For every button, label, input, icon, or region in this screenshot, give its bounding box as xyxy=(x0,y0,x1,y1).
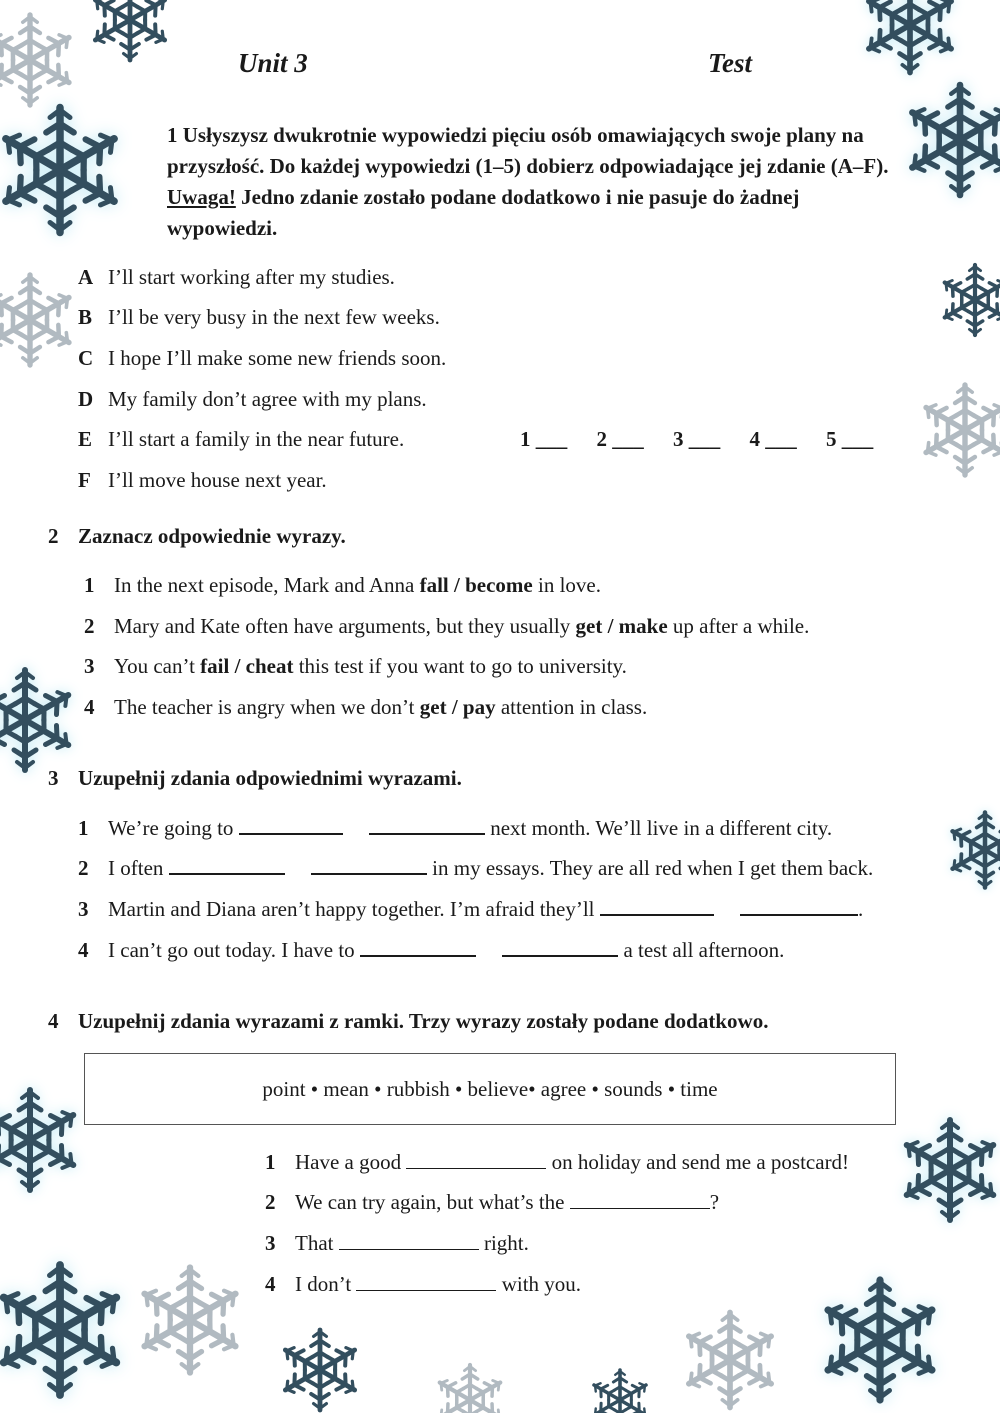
item-text: ? xyxy=(709,1190,720,1214)
item-text: on holiday and send me a postcard! xyxy=(551,1150,850,1174)
task-title: Zaznacz odpowiednie wyrazy. xyxy=(78,524,346,548)
option-text: I’ll start working after my studies. xyxy=(108,265,395,289)
item-text: The teacher is angry when we don’t xyxy=(114,695,420,719)
item-text: . xyxy=(858,897,864,921)
word-box-text: point • mean • rubbish • believe• agree • sounds • time xyxy=(262,1076,718,1101)
task2-heading xyxy=(48,524,346,549)
task4-item-3 xyxy=(265,1231,529,1256)
blank-field[interactable] xyxy=(239,815,343,835)
test-title: Test xyxy=(708,48,753,78)
task3-item-2 xyxy=(78,855,873,881)
item-number: 4 xyxy=(84,695,95,719)
item-text: You can’t xyxy=(114,654,201,678)
task4-item-2 xyxy=(265,1190,719,1215)
item-number: 1 xyxy=(265,1150,276,1174)
item-text: Have a good xyxy=(295,1150,402,1174)
option-letter: D xyxy=(78,387,94,411)
task2-item-2 xyxy=(84,614,809,639)
item-text: a test all afternoon. xyxy=(623,938,785,962)
option-letter: F xyxy=(78,468,91,492)
task2-item-4 xyxy=(84,695,647,720)
blank-field[interactable] xyxy=(169,855,285,875)
item-number: 4 xyxy=(78,938,89,962)
task1-instructions xyxy=(167,120,907,244)
item-number: 2 xyxy=(84,614,95,638)
item-text: That xyxy=(295,1231,334,1255)
blank-field[interactable] xyxy=(369,815,485,835)
blank-field[interactable] xyxy=(570,1190,710,1209)
answer-slot-4[interactable]: 4 ___ xyxy=(749,427,797,451)
item-text: in my essays. They are all red when I get them back. xyxy=(432,856,874,880)
item-text: In the next episode, Mark and Anna xyxy=(114,573,420,597)
task1-option-c xyxy=(78,346,446,371)
option-letter: A xyxy=(78,265,94,289)
item-number: 3 xyxy=(265,1231,276,1255)
task1-option-d xyxy=(78,387,427,412)
item-number: 3 xyxy=(84,654,95,678)
item-number: 2 xyxy=(78,856,89,880)
word-box xyxy=(84,1053,896,1125)
task-number: 4 xyxy=(48,1009,59,1033)
item-number: 2 xyxy=(265,1190,276,1214)
task2-item-3 xyxy=(84,654,627,679)
item-text: attention in class. xyxy=(495,695,648,719)
blank-field[interactable] xyxy=(502,937,618,957)
task1-option-e xyxy=(78,427,404,452)
task4-item-1 xyxy=(265,1150,849,1175)
option-text: I’ll start a family in the near future. xyxy=(108,427,405,451)
blank-field[interactable] xyxy=(311,855,427,875)
task1-instruction-part2: Jedno zdanie zostało podane dodatkowo i nie pasuje do żadnej wypowiedzi. xyxy=(167,185,800,240)
task1-warning: Uwaga! xyxy=(167,185,236,209)
blank-field[interactable] xyxy=(406,1150,546,1169)
option-text: My family don’t agree with my plans. xyxy=(108,387,427,411)
word-choice[interactable]: fall / become xyxy=(419,573,533,597)
item-text: with you. xyxy=(501,1272,582,1296)
item-text: this test if you want to go to university. xyxy=(293,654,627,678)
task1-option-b xyxy=(78,305,440,330)
answer-slot-3[interactable]: 3 ___ xyxy=(673,427,721,451)
task4-heading xyxy=(48,1009,768,1034)
item-text: We’re going to xyxy=(108,816,234,840)
item-number: 1 xyxy=(78,816,89,840)
task2-item-1 xyxy=(84,573,601,598)
option-text: I’ll move house next year. xyxy=(108,468,327,492)
task-number: 2 xyxy=(48,524,59,548)
answer-slot-2[interactable]: 2 ___ xyxy=(596,427,644,451)
task3-item-4 xyxy=(78,937,784,963)
word-choice[interactable]: get / pay xyxy=(419,695,496,719)
word-choice[interactable]: get / make xyxy=(575,614,668,638)
task1-option-f xyxy=(78,468,327,493)
blank-field[interactable] xyxy=(356,1272,496,1291)
answer-slot-1[interactable]: 1 ___ xyxy=(520,427,568,451)
item-text: I don’t xyxy=(295,1272,352,1296)
task1-answer-slots xyxy=(520,427,873,452)
item-text: Martin and Diana aren’t happy together. I’m afraid they’ll xyxy=(108,897,595,921)
item-text: I often xyxy=(108,856,164,880)
task1-option-a xyxy=(78,265,395,290)
item-text: in love. xyxy=(532,573,601,597)
item-text: We can try again, but what’s the xyxy=(295,1190,565,1214)
item-text: I can’t go out today. I have to xyxy=(108,938,355,962)
task1-instruction-part1: 1 Usłyszysz dwukrotnie wypowiedzi pięciu osób omawiających swoje plany na przyszłość. Do każdej wypowiedzi (1–5) dobierz odpowiadające jej zdanie (A–F). xyxy=(167,123,889,178)
task3-item-1 xyxy=(78,815,832,841)
task-title: Uzupełnij zdania odpowiednimi wyrazami. xyxy=(78,766,462,790)
task3-heading xyxy=(48,766,462,791)
option-text: I’ll be very busy in the next few weeks. xyxy=(108,305,440,329)
word-choice[interactable]: fail / cheat xyxy=(200,654,294,678)
task-number: 3 xyxy=(48,766,59,790)
blank-field[interactable] xyxy=(360,937,476,957)
unit-title: Unit 3 xyxy=(238,48,308,78)
item-text: up after a while. xyxy=(667,614,810,638)
blank-field[interactable] xyxy=(339,1231,479,1250)
blank-field[interactable] xyxy=(740,896,858,916)
option-letter: C xyxy=(78,346,94,370)
task-title: Uzupełnij zdania wyrazami z ramki. Trzy wyrazy zostały podane dodatkowo. xyxy=(78,1009,769,1033)
option-letter: E xyxy=(78,427,93,451)
option-text: I hope I’ll make some new friends soon. xyxy=(108,346,447,370)
item-text: Mary and Kate often have arguments, but they usually xyxy=(114,614,576,638)
task4-item-4 xyxy=(265,1272,581,1297)
item-text: next month. We’ll live in a different city. xyxy=(490,816,833,840)
option-letter: B xyxy=(78,305,93,329)
item-number: 4 xyxy=(265,1272,276,1296)
item-number: 1 xyxy=(84,573,95,597)
item-text: right. xyxy=(483,1231,529,1255)
item-number: 3 xyxy=(78,897,89,921)
task3-item-3 xyxy=(78,896,863,922)
blank-field[interactable] xyxy=(600,896,714,916)
answer-slot-5[interactable]: 5 ___ xyxy=(826,427,874,451)
